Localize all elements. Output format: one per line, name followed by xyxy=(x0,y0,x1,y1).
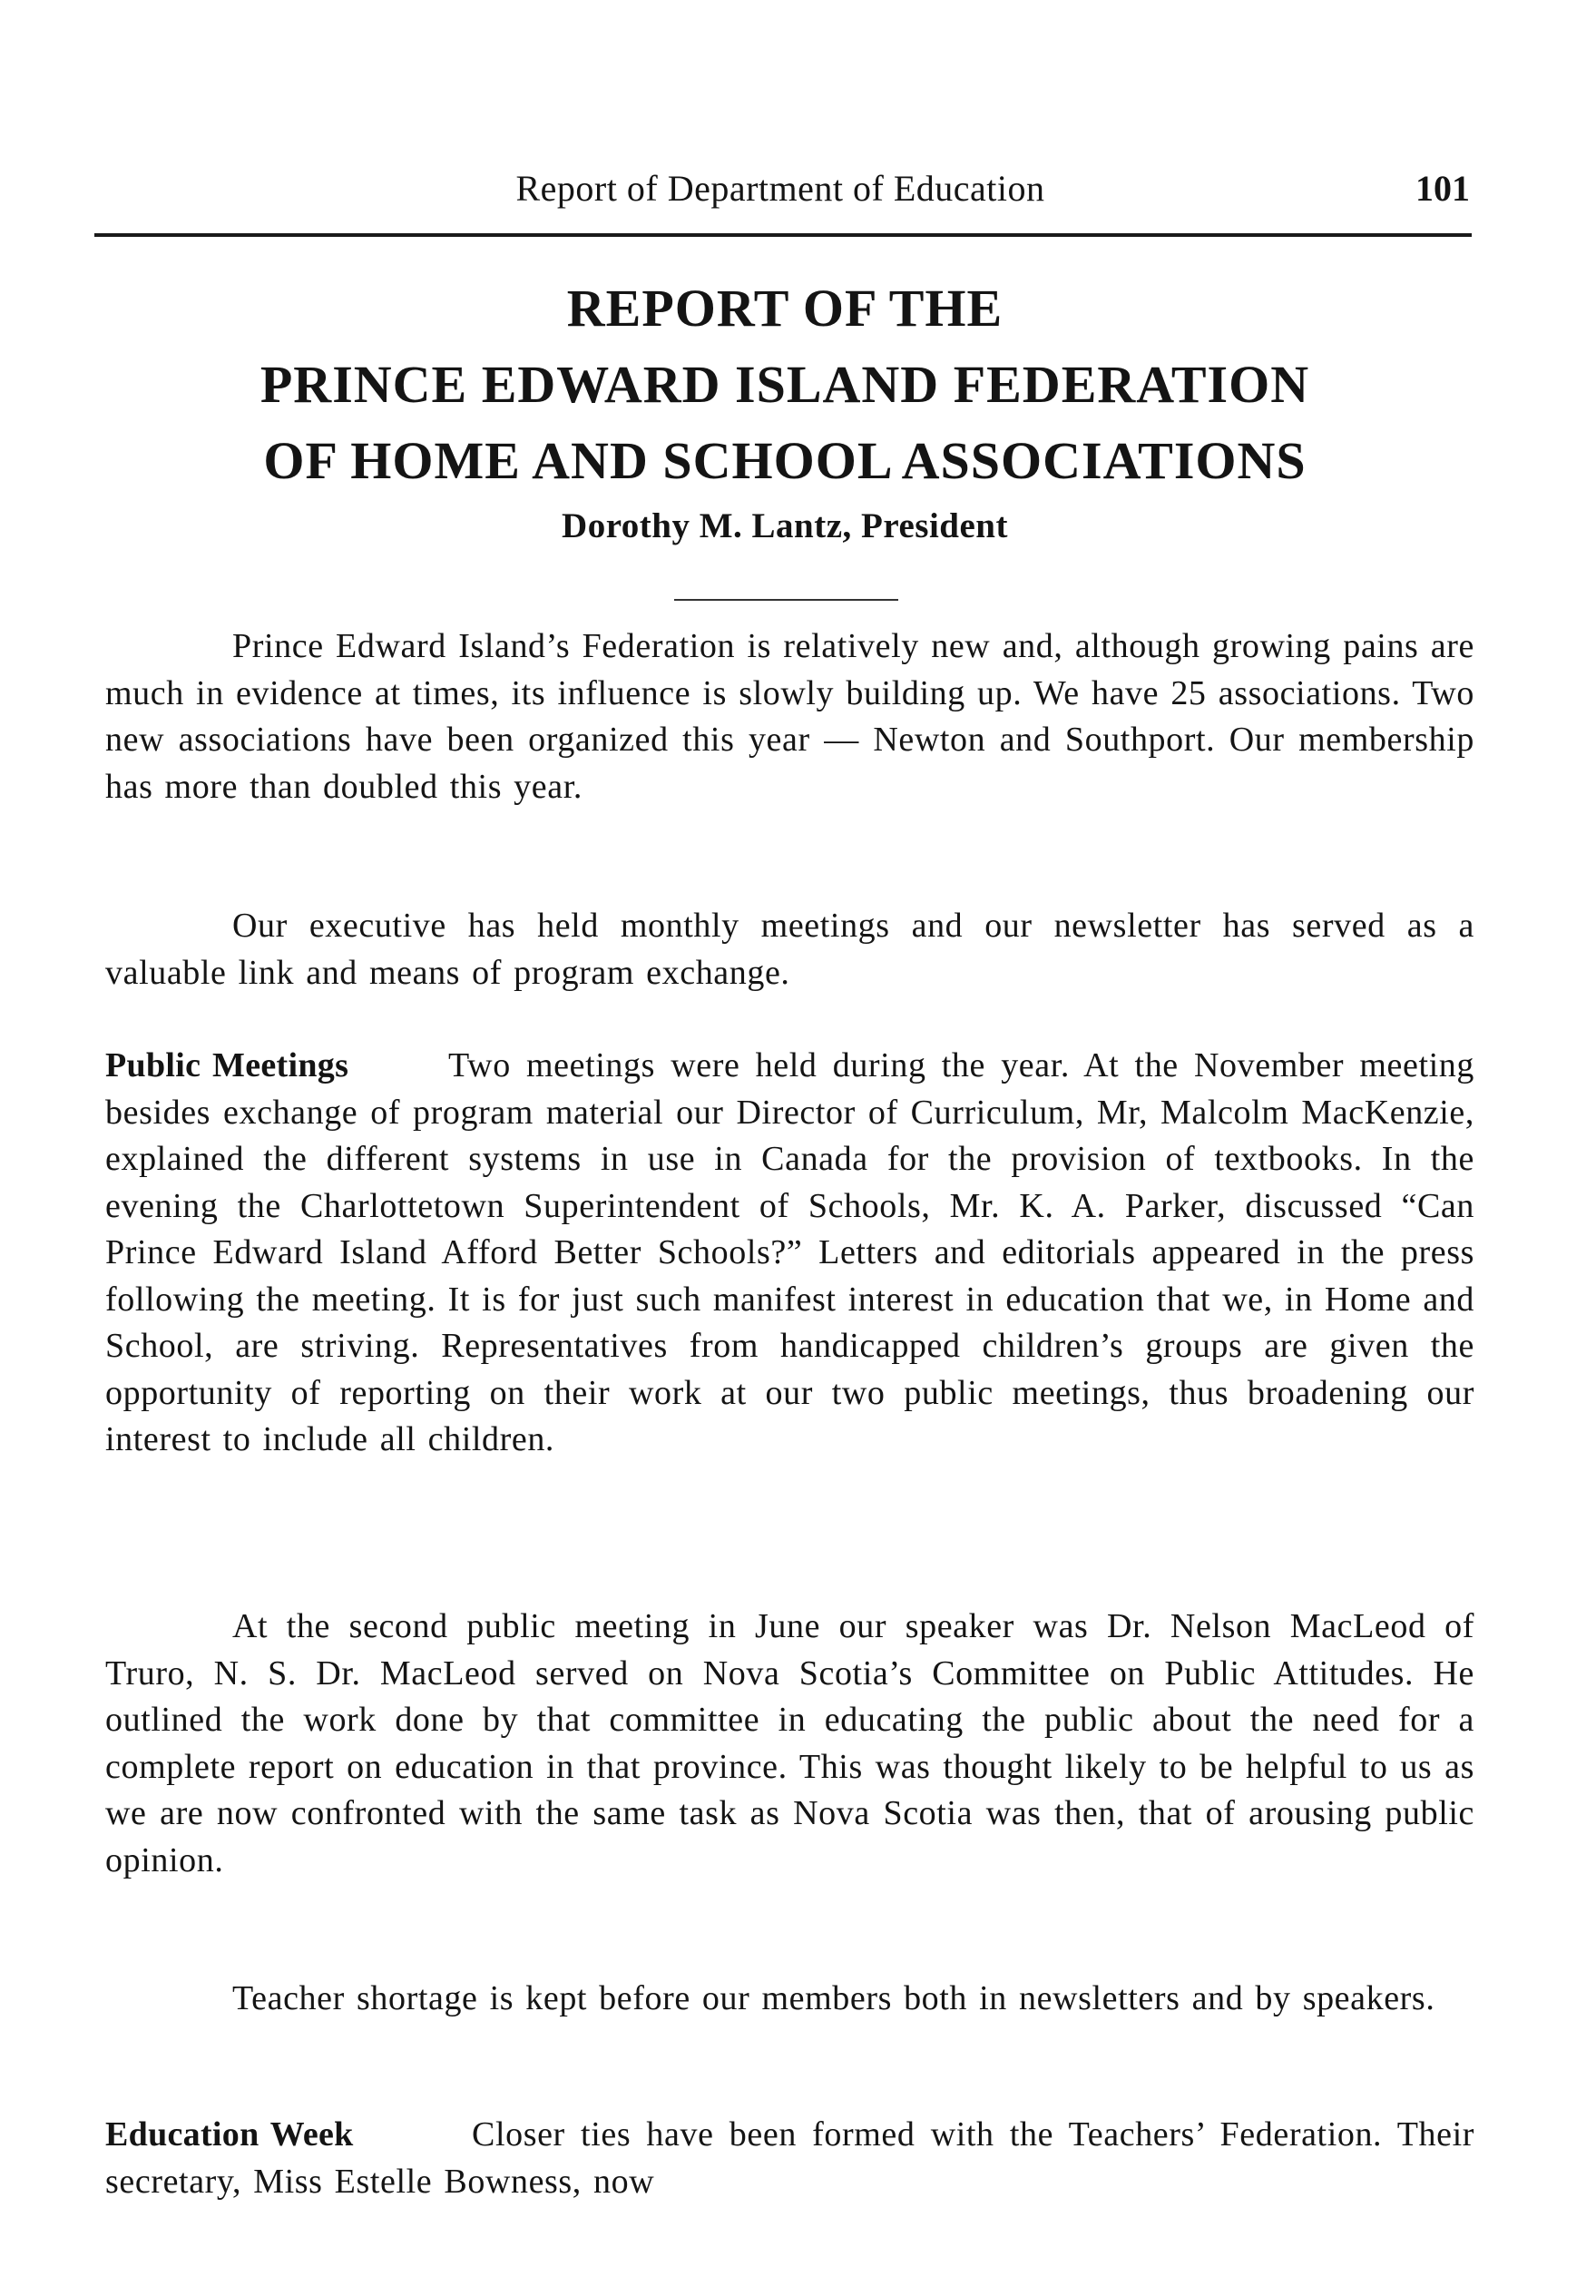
paragraph-executive: Our executive has held monthly meetings and our newsletter has served as a valuable link and means of program exchange. xyxy=(105,907,1474,992)
public-meetings-text: Two meetings were held during the year. At the November meeting besides exchange of program material our Director of Curriculum, Mr, Malcolm MacKenzie, explained the different systems in use in Canada for the provision of textbooks. In the evening the Charlottetown Superintendent of Schools, Mr. K. A. Parker, discussed “Can Prince Edward Island Afford Better Schools?” Letters and editorials appeared in the press following the meeting. It is for just such manifest interest in education that we, in Home and School, are striving. Representatives from handicapped children’s groups are given the opportunity of reporting on their work at our two public meetings, thus broadening our interest to include all children. xyxy=(105,1046,1474,1458)
paragraph-teacher-shortage: Teacher shortage is kept before our members both in newsletters and by speakers. xyxy=(232,1979,1435,2017)
section-divider xyxy=(674,599,898,601)
header-rule xyxy=(94,233,1472,237)
side-heading-public-meetings: Public Meetings xyxy=(105,1046,349,1084)
education-week-text: Closer ties have been formed with the Teachers’ Federation. Their secretary, Miss Estelle Bowness, now xyxy=(105,2115,1474,2201)
paragraph-second-meeting: At the second public meeting in June our speaker was Dr. Nelson MacLeod of Truro, N. S. Dr. MacLeod served on Nova Scotia’s Committee on Public Attitudes. He outlined the work done by that committee in educating the public about the need for a complete report on education in that province. This was thought likely to be helpful to us as we are now confronted with the same task as Nova Scotia was then, that of arousing public opinion. xyxy=(105,1607,1474,1879)
side-heading-education-week: Education Week xyxy=(105,2115,354,2154)
author-line: Dorothy M. Lantz, President xyxy=(562,506,1008,545)
title-block xyxy=(91,270,1479,554)
paragraph-federation: Prince Edward Island’s Federation is relatively new and, although growing pains are much in evidence at times, its influence is slowly building up. We have 25 associations. Two new associations have been organized this year — Newton and Southport. Our membership has more than doubled this year. xyxy=(105,627,1474,806)
paragraph-education-week xyxy=(105,2112,1474,2205)
running-title: Report of Department of Education xyxy=(515,168,1045,209)
running-header xyxy=(91,162,1470,216)
page-number: 101 xyxy=(1415,168,1470,209)
title-line-2: PRINCE EDWARD ISLAND FEDERATION xyxy=(259,355,1310,414)
title-line-3: OF HOME AND SCHOOL ASSOCIATIONS xyxy=(263,431,1307,490)
title-line-1: REPORT OF THE xyxy=(566,279,1004,338)
paragraph-public-meetings xyxy=(105,1043,1474,1464)
